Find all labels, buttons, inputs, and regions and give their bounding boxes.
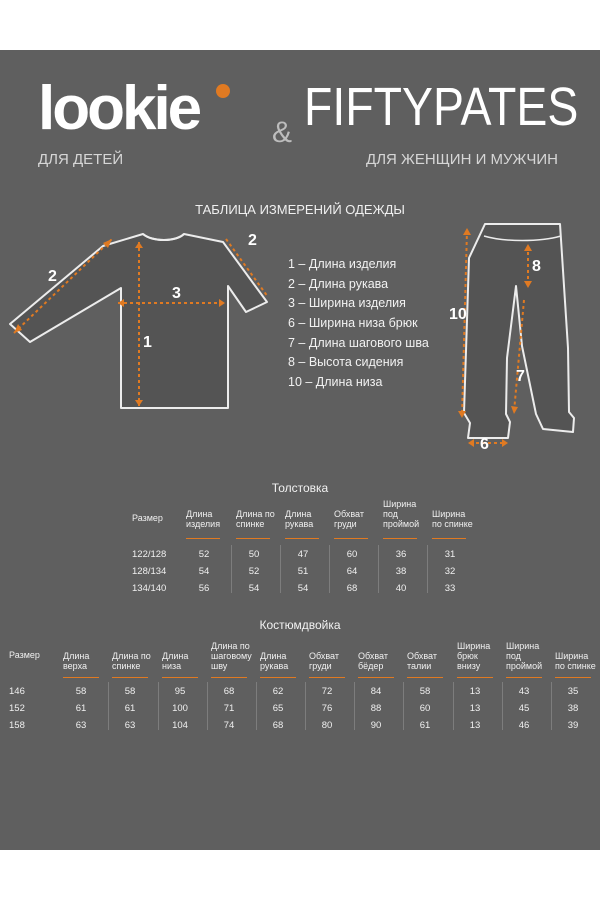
column-separator <box>354 682 355 730</box>
table-column-header: Длина по спинке <box>236 509 275 529</box>
column-separator <box>305 682 306 730</box>
header-underline <box>309 677 345 678</box>
table-cell: 64 <box>346 566 358 577</box>
table-cell: 68 <box>346 583 358 594</box>
table-cell: 38 <box>395 566 407 577</box>
table-cell: 61 <box>75 703 87 714</box>
header-underline <box>285 538 319 539</box>
table-cell: 63 <box>75 720 87 731</box>
table-cell: 40 <box>395 583 407 594</box>
header-underline <box>555 677 591 678</box>
column-separator <box>403 682 404 730</box>
header-underline <box>407 677 443 678</box>
label-2-left: 2 <box>48 268 57 285</box>
lookie-wordmark: lookie <box>38 74 200 143</box>
header-underline <box>506 677 542 678</box>
column-separator <box>502 682 503 730</box>
table-cell: 58 <box>75 686 87 697</box>
table-row-size: 128/134 <box>132 566 167 577</box>
table-cell: 58 <box>124 686 136 697</box>
table-cell: 54 <box>248 583 260 594</box>
table-cell: 84 <box>370 686 382 697</box>
table-row-size: 158 <box>9 720 25 731</box>
table-cell: 51 <box>297 566 309 577</box>
table-cell: 74 <box>223 720 235 731</box>
table-cell: 35 <box>567 686 579 697</box>
table-row-size: 122/128 <box>132 549 167 560</box>
table-cell: 54 <box>198 566 210 577</box>
table-cell: 43 <box>518 686 530 697</box>
table-cell: 68 <box>272 720 284 731</box>
sweatshirt-table-title: Толстовка <box>271 481 329 495</box>
legend-item: 10 – Длина низа <box>288 375 383 390</box>
table-column-header: Обхват талии <box>407 651 437 671</box>
table-cell: 47 <box>297 549 309 560</box>
table-column-header: Обхват груди <box>334 509 364 529</box>
header-underline <box>457 677 493 678</box>
measurement-legend <box>288 255 429 393</box>
table-column-header: Обхват груди <box>309 651 339 671</box>
table-cell: 58 <box>419 686 431 697</box>
table-cell: 61 <box>419 720 431 731</box>
column-separator <box>453 682 454 730</box>
header-underline <box>358 677 394 678</box>
header-underline <box>260 677 296 678</box>
table-cell: 52 <box>198 549 210 560</box>
label-7: 7 <box>516 368 525 385</box>
column-separator <box>108 682 109 730</box>
brand-ampersand: & <box>272 116 293 149</box>
table-cell: 13 <box>469 720 481 731</box>
table-column-header: Длина низа <box>162 651 189 671</box>
table-cell: 45 <box>518 703 530 714</box>
table-column-header: Длина рукава <box>260 651 289 671</box>
label-3: 3 <box>172 285 181 302</box>
table-cell: 65 <box>272 703 284 714</box>
size-chart-sheet <box>0 50 600 850</box>
header-underline <box>162 677 198 678</box>
suit-size-header: Размер <box>9 650 40 660</box>
table-cell: 80 <box>321 720 333 731</box>
label-2-right: 2 <box>248 232 257 249</box>
table-cell: 36 <box>395 549 407 560</box>
table-cell: 100 <box>172 703 188 714</box>
table-cell: 54 <box>297 583 309 594</box>
table-column-header: Длина верха <box>63 651 90 671</box>
table-cell: 50 <box>248 549 260 560</box>
table-cell: 88 <box>370 703 382 714</box>
table-cell: 46 <box>518 720 530 731</box>
table-column-header: Длина по шаговому шву <box>211 641 252 671</box>
lookie-logo <box>38 74 200 143</box>
label-10: 10 <box>449 306 467 323</box>
table-cell: 38 <box>567 703 579 714</box>
label-6: 6 <box>480 436 489 453</box>
legend-item: 6 – Ширина низа брюк <box>288 316 418 331</box>
table-cell: 60 <box>419 703 431 714</box>
header-underline <box>334 538 368 539</box>
column-separator <box>280 545 281 593</box>
table-cell: 95 <box>174 686 186 697</box>
legend-item: 1 – Длина изделия <box>288 257 397 271</box>
pants-diagram <box>440 218 600 448</box>
table-cell: 56 <box>198 583 210 594</box>
table-cell: 52 <box>248 566 260 577</box>
table-cell: 60 <box>346 549 358 560</box>
table-column-header: Ширина под проймой <box>506 641 543 671</box>
header-underline <box>63 677 99 678</box>
fiftypates-logo: FIFTYPATES <box>304 77 579 137</box>
column-separator <box>329 545 330 593</box>
column-separator <box>551 682 552 730</box>
table-cell: 32 <box>444 566 456 577</box>
sweatshirt-size-header: Размер <box>132 513 163 523</box>
header-underline <box>112 677 148 678</box>
column-separator <box>378 545 379 593</box>
table-column-header: Обхват бёдер <box>358 651 388 671</box>
column-separator <box>158 682 159 730</box>
table-cell: 31 <box>444 549 456 560</box>
table-column-header: Ширина по спинке <box>555 651 596 671</box>
pants-outline <box>464 224 574 438</box>
table-column-header: Длина изделия <box>186 509 221 529</box>
column-separator <box>427 545 428 593</box>
header-underline <box>383 538 417 539</box>
table-column-header: Ширина брюк внизу <box>457 641 491 671</box>
table-row-size: 152 <box>9 703 25 714</box>
legend-item: 2 – Длина рукава <box>288 276 389 291</box>
lookie-tagline: ДЛЯ ДЕТЕЙ <box>38 151 124 168</box>
column-separator <box>256 682 257 730</box>
table-cell: 61 <box>124 703 136 714</box>
logo-orange-dot <box>216 84 230 98</box>
header-underline <box>236 538 270 539</box>
header-underline <box>186 538 220 539</box>
table-column-header: Ширина под проймой <box>383 499 420 529</box>
sweatshirt-diagram <box>0 220 285 420</box>
column-separator <box>207 682 208 730</box>
measure-title: ТАБЛИЦА ИЗМЕРЕНИЙ ОДЕЖДЫ <box>195 202 405 217</box>
legend-item: 8 – Высота сидения <box>288 355 404 370</box>
table-column-header: Ширина по спинке <box>432 509 473 529</box>
suit-table-title: Костюмдвойка <box>259 618 341 632</box>
table-cell: 63 <box>124 720 136 731</box>
fiftypates-tagline: ДЛЯ ЖЕНЩИН И МУЖЧИН <box>366 151 558 168</box>
table-cell: 72 <box>321 686 333 697</box>
legend-item: 3 – Ширина изделия <box>288 296 406 311</box>
table-row-size: 134/140 <box>132 583 167 594</box>
table-cell: 68 <box>223 686 235 697</box>
table-cell: 13 <box>469 703 481 714</box>
table-cell: 104 <box>172 720 188 731</box>
header-underline <box>432 538 466 539</box>
table-column-header: Длина по спинке <box>112 651 151 671</box>
table-column-header: Длина рукава <box>285 509 314 529</box>
table-cell: 13 <box>469 686 481 697</box>
legend-item: 7 – Длина шагового шва <box>288 335 429 350</box>
table-cell: 39 <box>567 720 579 731</box>
label-1: 1 <box>143 334 152 351</box>
header-underline <box>211 677 247 678</box>
table-cell: 62 <box>272 686 284 697</box>
table-row-size: 146 <box>9 686 25 697</box>
table-cell: 33 <box>444 583 456 594</box>
column-separator <box>231 545 232 593</box>
table-cell: 71 <box>223 703 235 714</box>
table-cell: 90 <box>370 720 382 731</box>
table-cell: 76 <box>321 703 333 714</box>
label-8: 8 <box>532 258 541 275</box>
